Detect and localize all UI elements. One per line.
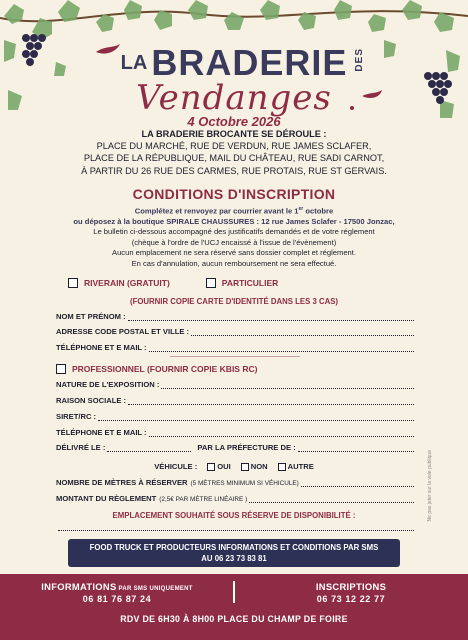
conditions-line: Le bulletin ci-dessous accompagné des justificatifs demandés et de votre réglement [93,227,375,237]
conditions-line: Complétez et renvoyez par courrier avant le 1er octobre [134,206,334,216]
intro-line: PLACE DU MARCHÉ, RUE DE VERDUN, RUE JAMES SCLAFER, [96,141,372,152]
emplacement-input-line[interactable] [58,524,414,531]
riverain-label: RIVERAIN (GRATUIT) [84,278,170,288]
banner-phone: AU 06 23 73 83 81 [201,554,267,563]
vehicule-label: VÉHICULE : [154,462,198,471]
food-truck-banner [68,539,400,567]
vehicule-non-checkbox[interactable] [241,463,249,471]
event-date: 4 Octobre 2026 [187,114,281,129]
title-braderie: BRADERIE [151,42,348,83]
vehicule-oui-option[interactable] [207,462,231,471]
riverain-option[interactable] [68,278,170,288]
professionnel-checkbox[interactable] [56,364,66,374]
nom-input-line[interactable] [128,314,414,321]
particulier-label: PARTICULIER [221,278,279,288]
telephone-input-line[interactable] [149,345,414,352]
info-phone[interactable]: 06 81 76 87 24 [82,594,152,604]
adresse-label: ADRESSE CODE POSTAL ET VILLE : [56,327,190,336]
nature-input-line[interactable] [161,382,414,389]
inscription-contact [234,581,468,604]
metres-label: NOMBRE DE MÈTRES À RÉSERVER [56,478,188,487]
particulier-option[interactable] [206,278,279,288]
raison-label: RAISON SOCIALE : [56,396,127,405]
adresse-field[interactable] [56,327,414,336]
conditions-line: En cas d'annulation, aucun remboursement ne sera effectué. [131,258,337,268]
footer-divider [233,581,235,603]
telephone-pro-label: TÉLÉPHONE ET E MAIL : [56,428,147,437]
delivre-field[interactable] [56,443,414,452]
page-title [120,42,366,84]
vehicule-non-option[interactable] [241,462,268,471]
emplacement-label: EMPLACEMENT SOUHAITÉ SOUS RÉSERVE DE DISPONIBILITÉ : [112,511,356,520]
nature-field[interactable] [56,380,414,389]
banner-line: FOOD TRUCK ET PRODUCTEURS INFORMATIONS ET CONDITIONS PAR SMS [89,543,379,552]
nom-field[interactable] [56,312,414,321]
intro-lead: LA BRADERIE BROCANTE SE DÉROULE : [141,129,327,139]
conditions-line: ou déposez à la boutique SPIRALE CHAUSSURES : 12 rue James Sclafer - 17500 Jonzac, [73,216,395,226]
conditions-line: (chèque à l'ordre de l'UCJ encaissé à l'issue de l'évènement) [131,237,337,247]
vehicule-autre-label: AUTRE [287,462,314,471]
rdv-text: RDV DE 6H30 À 8H00 PLACE DU CHAMP DE FOIRE [120,614,348,624]
side-note: Ne pas jeter sur la voie publique [427,450,433,522]
info-small: PAR SMS UNIQUEMENT [116,586,193,592]
telephone-field[interactable] [56,343,414,352]
inscription-label: INSCRIPTIONS [315,581,387,592]
footer [0,574,468,640]
raison-input-line[interactable] [128,398,414,405]
conditions-line: Aucun emplacement ne sera réservé sans dossier complet et réglement. [112,248,356,258]
montant-input-line[interactable] [249,496,414,503]
title-la: LA [120,52,148,74]
telephone-pro-field[interactable] [56,428,414,437]
prefecture-input-line[interactable] [298,445,414,452]
telephone-pro-input-line[interactable] [149,430,414,437]
particulier-checkbox[interactable] [206,278,216,288]
raison-field[interactable] [56,396,414,405]
intro-line: PLACE DE LA RÉPUBLIQUE, MAIL DU CHÂTEAU, RUE SADI CARNOT, [83,153,385,164]
montant-note: (2,5€ PAR MÈTRE LINÉAIRE ) [159,496,248,503]
vehicule-autre-checkbox[interactable] [278,463,286,471]
nom-label: NOM ET PRÉNOM : [56,312,126,321]
metres-note: (5 MÈTRES MINIMUM SI VÉHICULE) [190,480,299,487]
adresse-input-line[interactable] [191,329,414,336]
conditions-text [0,204,468,269]
delivre-input-line[interactable] [107,445,191,452]
metres-field[interactable] [56,478,414,487]
telephone-label: TÉLÉPHONE ET E MAIL : [56,343,147,352]
conditions-title: CONDITIONS D'INSCRIPTION [132,186,336,202]
vehicule-autre-option[interactable] [278,462,314,471]
id-note: (FOURNIR COPIE CARTE D'IDENTITÉ DANS LES 3 CAS) [129,297,339,306]
montant-label: MONTANT DU RÈGLEMENT [56,494,157,503]
siret-label: SIRET/RC : [56,412,97,421]
riverain-checkbox[interactable] [68,278,78,288]
professionnel-label: PROFESSIONNEL (FOURNIR COPIE KBIS RC) [72,364,258,374]
emplacement-field[interactable] [56,524,414,531]
prefecture-label: PAR LA PRÉFECTURE DE : [197,443,296,452]
category-checkboxes [68,278,408,288]
vehicule-non-label: NON [250,462,268,471]
intro-line: À PARTIR DU 26 RUE DES CARMES, RUE PROTAIS, RUE ST GERVAIS. [81,165,387,176]
montant-field[interactable] [56,494,414,503]
vehicule-oui-label: OUI [217,462,231,471]
title-vendanges: Vendanges [136,78,332,118]
metres-input-line[interactable] [301,480,414,487]
title-des: DES [354,48,366,72]
divider [170,356,300,357]
title-block [0,42,468,129]
delivre-label: DÉLIVRÉ LE : [56,443,106,452]
nature-label: NATURE DE L'EXPOSITION : [56,380,160,389]
info-label: INFORMATIONS [41,581,117,592]
intro-text [0,128,468,177]
siret-input-line[interactable] [98,414,414,421]
inscription-phone[interactable]: 06 73 12 22 77 [316,594,386,604]
info-contact [0,581,234,604]
siret-field[interactable] [56,412,414,421]
vehicule-row [0,462,468,471]
professionnel-option[interactable] [56,364,257,374]
vehicule-oui-checkbox[interactable] [207,463,215,471]
